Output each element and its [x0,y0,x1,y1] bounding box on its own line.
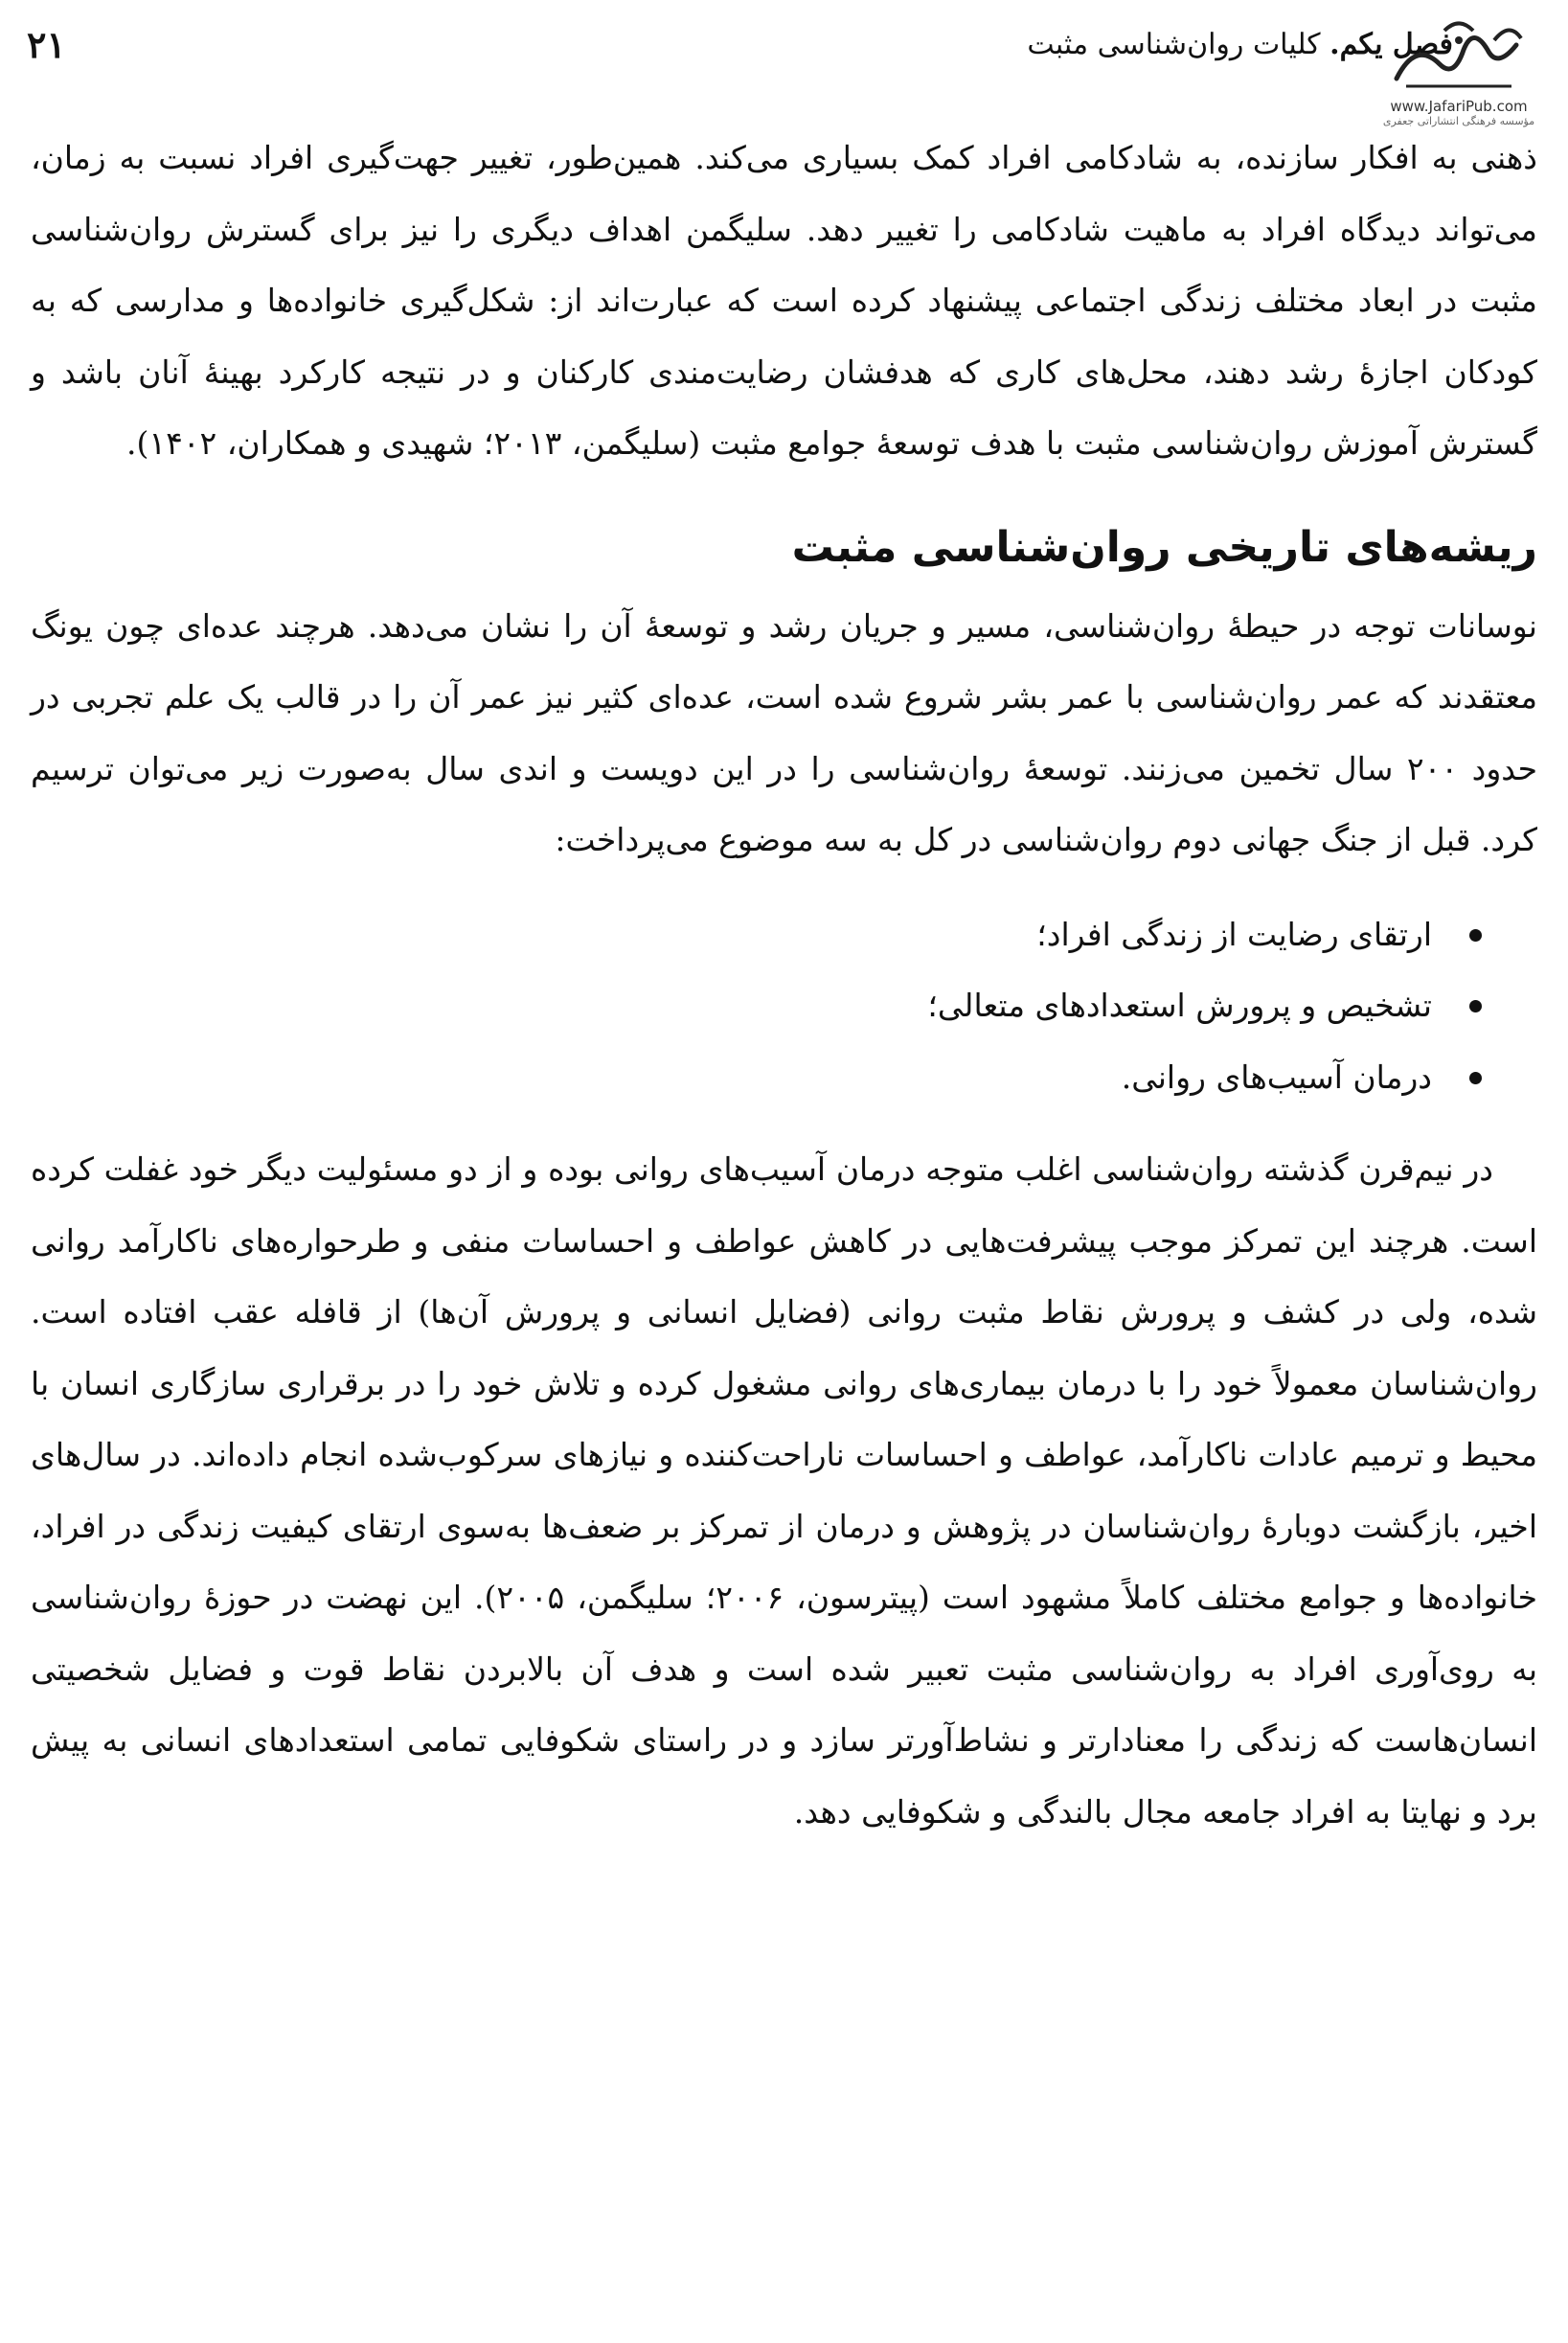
bullet-dot-icon [1469,1072,1482,1084]
chapter-label: فصل یکم. [1329,27,1453,61]
bullet-item [31,970,1482,1042]
chapter-title: کلیات روان‌شناسی مثبت [1027,27,1321,61]
publisher-logo-icon [1387,11,1531,98]
bullet-text: درمان آسیب‌های روانی. [1121,1058,1432,1096]
running-header [27,21,1453,67]
publisher-url: www.JafariPub.com [1390,98,1528,115]
bullet-dot-icon [1469,1000,1482,1012]
page-content [31,123,1537,1848]
paragraph-opening: ذهنی به افکار سازنده، به شادکامی افراد کمک بسیاری می‌کند. همین‌طور، تغییر جهت‌گیری افراد نسبت به زمان، می‌تواند دیدگاه افراد به ماهیت شادکامی را تغییر دهد. سلیگمن اهداف دیگری را نیز برای گسترش روان‌شناسی مثبت در ابعاد مختلف زندگی اجتماعی پیشنهاد کرده است که عبارت‌اند از: شکل‌گیری خانواده‌ها و مدارسی که به کودکان اجازهٔ رشد دهند، محل‌های کاری که هدفشان رضایت‌مندی کارکنان و در نتیجه کارکرد بهینهٔ آنان باشد و گسترش آموزش روان‌شناسی مثبت با هدف توسعهٔ جوامع مثبت (سلیگمن، ۲۰۱۳؛ شهیدی و همکاران، ۱۴۰۲). [31,139,1537,462]
bullet-item [31,899,1482,971]
bullet-item [31,1042,1482,1114]
bullet-text: ارتقای رضایت از زندگی افراد؛ [1036,915,1432,953]
bullet-text: تشخیص و پرورش استعدادهای متعالی؛ [927,987,1432,1024]
page-number: ۲۱ [27,22,66,66]
bullet-list [31,899,1537,1114]
paragraph-final: در نیم‌قرن گذشته روان‌شناسی اغلب متوجه درمان آسیب‌های روانی بوده و از دو مسئولیت دیگر خود غفلت کرده است. هرچند این تمرکز موجب پیشرفت‌هایی در کاهش عواطف و احساسات منفی و طرحواره‌های ناکارآمد روانی شده، ولی در کشف و پرورش نقاط مثبت روانی (فضایل انسانی و پرورش آن‌ها) از قافله عقب افتاده است. روان‌شناسان معمولاً خود را با درمان بیماری‌های روانی مشغول کرده و تلاش خود را در برقراری سازگاری انسان با محیط و ترمیم عادات ناکارآمد، عواطف و احساسات ناراحت‌کننده و نیازهای سرکوب‌شده انجام داده‌اند. در سال‌های اخیر، بازگشت دوبارهٔ روان‌شناسان در پژوهش و درمان از تمرکز بر ضعف‌ها به‌سوی ارتقای کیفیت زندگی در افراد، خانواده‌ها و جوامع مختلف کاملاً مشهود است (پیترسون، ۲۰۰۶؛ سلیگمن، ۲۰۰۵). این نهضت در حوزهٔ روان‌شناسی به روی‌آوری افراد به روان‌شناسی مثبت تعبیر شده است و هدف آن بالابردن نقاط قوت و فضایل شخصیتی انسان‌هاست که زندگی را معنادارتر و نشاط‌آورتر سازد و در راستای شکوفایی تمامی استعدادهای انسانی به پیش برد و نهایتا به افراد جامعه مجال بالندگی و شکوفایی دهد. [31,1150,1538,1831]
publisher-subtitle: مؤسسه فرهنگی انتشاراتی جعفری [1382,115,1535,127]
section-heading: ریشه‌های تاریخی روان‌شناسی مثبت [791,522,1537,572]
paragraph-intro: نوسانات توجه در حیطهٔ روان‌شناسی، مسیر و جریان رشد و توسعهٔ آن را نشان می‌دهد. هرچند عده‌ای چون یونگ معتقدند که عمر روان‌شناسی با عمر بشر شروع شده است، عده‌ای کثیر نیز عمر آن را در قالب یک علم تجربی در حدود ۲۰۰ سال تخمین می‌زنند. توسعهٔ روان‌شناسی را در این دویست و اندی سال به‌صورت زیر می‌توان ترسیم کرد. قبل از جنگ جهانی دوم روان‌شناسی در کل به سه موضوع می‌پرداخت: [31,606,1538,858]
bullet-dot-icon [1469,929,1482,942]
